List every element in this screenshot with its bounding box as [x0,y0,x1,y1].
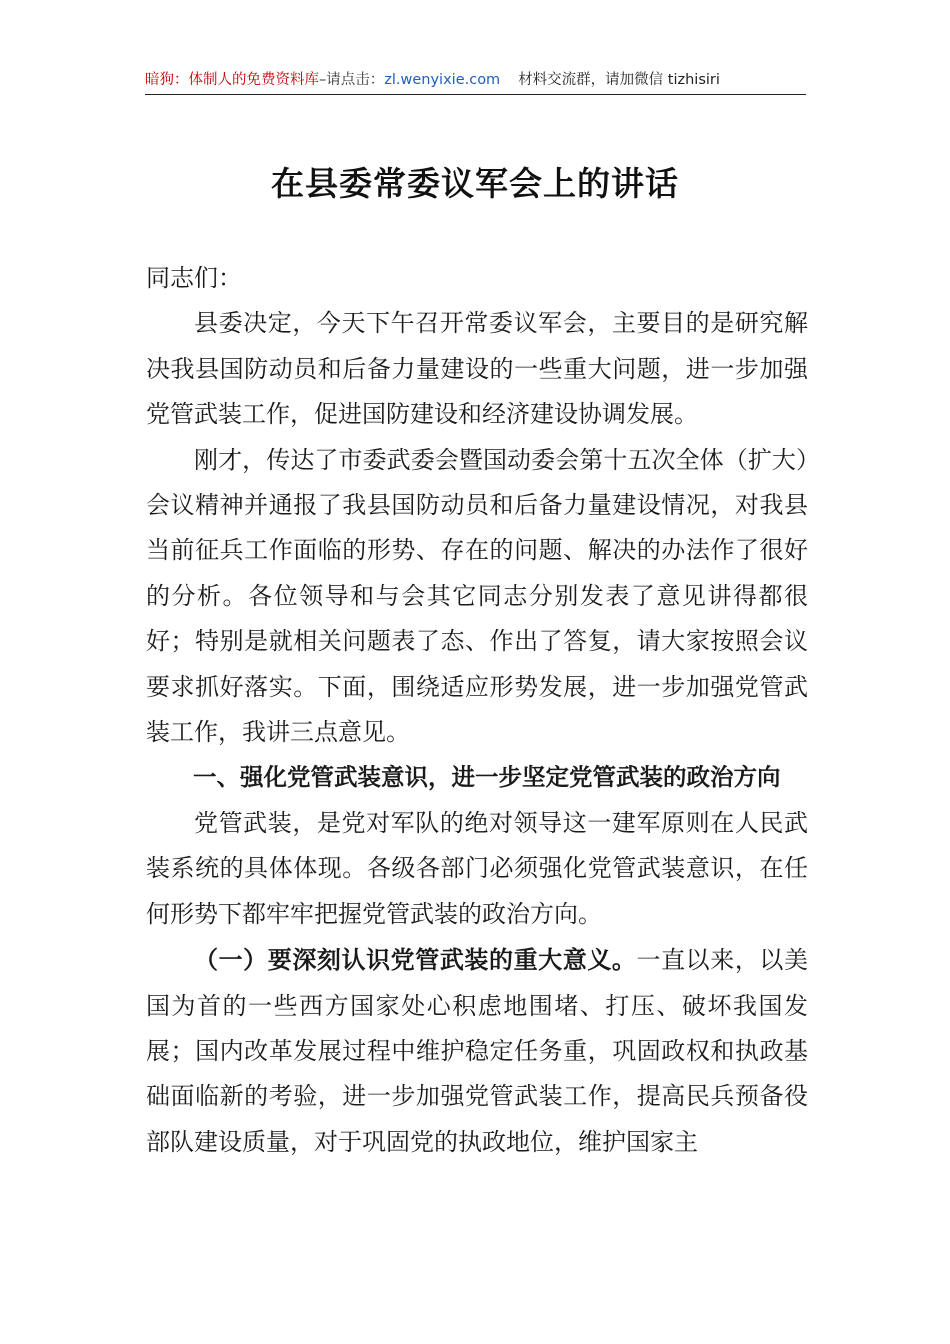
site-name: 暗狗：体制人的免费资料库 [145,72,319,88]
document-body [146,256,808,1165]
page-header [145,68,806,95]
subsection-heading: （一）要深刻认识党管武装的重大意义。 [194,945,637,975]
paragraph: 刚才，传达了市委武委会暨国动委会第十五次全体（扩大）会议精神并通报了我县国防动员和后备力量建设情况，对我县当前征兵工作面临的形势、存在的问题、解决的办法作了很好的分析。各位领导和与会其它同志分别发表了意见讲得都很好；特别是就相关问题表了态、作出了答复，请大家按照会议要求抓好落实。下面，围绕适应形势发展，进一步加强党管武装工作，我讲三点意见。 [146,445,808,747]
subsection-text: 一直以来，以美国为首的一些西方国家处心积虑地围堵、打压、破坏我国发展；国内改革发展过程中维护稳定任务重，巩固政权和执政基础面临新的考验，进一步加强党管武装工作，提高民兵预备役部队建设质量，对于巩固党的执政地位，维护国家主 [146,946,808,1156]
section-heading: 一、强化党管武装意识，进一步坚定党管武装的政治方向 [193,763,781,792]
subsection-paragraph [146,937,808,1165]
group-info: 材料交流群，请加微信 tizhisiri [518,72,720,88]
salutation: 同志们： [146,264,242,292]
paragraph: 县委决定，今天下午召开常委议军会，主要目的是研究解决我县国防动员和后备力量建设的一些重大问题，进一步加强党管武装工作，促进国防建设和经济建设协调发展。 [146,309,808,429]
section-intro: 党管武装，是党对军队的绝对领导这一建军原则在人民武装系统的具体体现。各级各部门必须强化党管武装意识，在任何形势下都牢牢把握党管武装的政治方向。 [146,808,808,928]
document-title: 在县委常委议军会上的讲话 [271,164,679,203]
site-url-link[interactable]: zl.wenyixie.com [384,72,501,88]
click-hint: –请点击： [319,72,385,88]
